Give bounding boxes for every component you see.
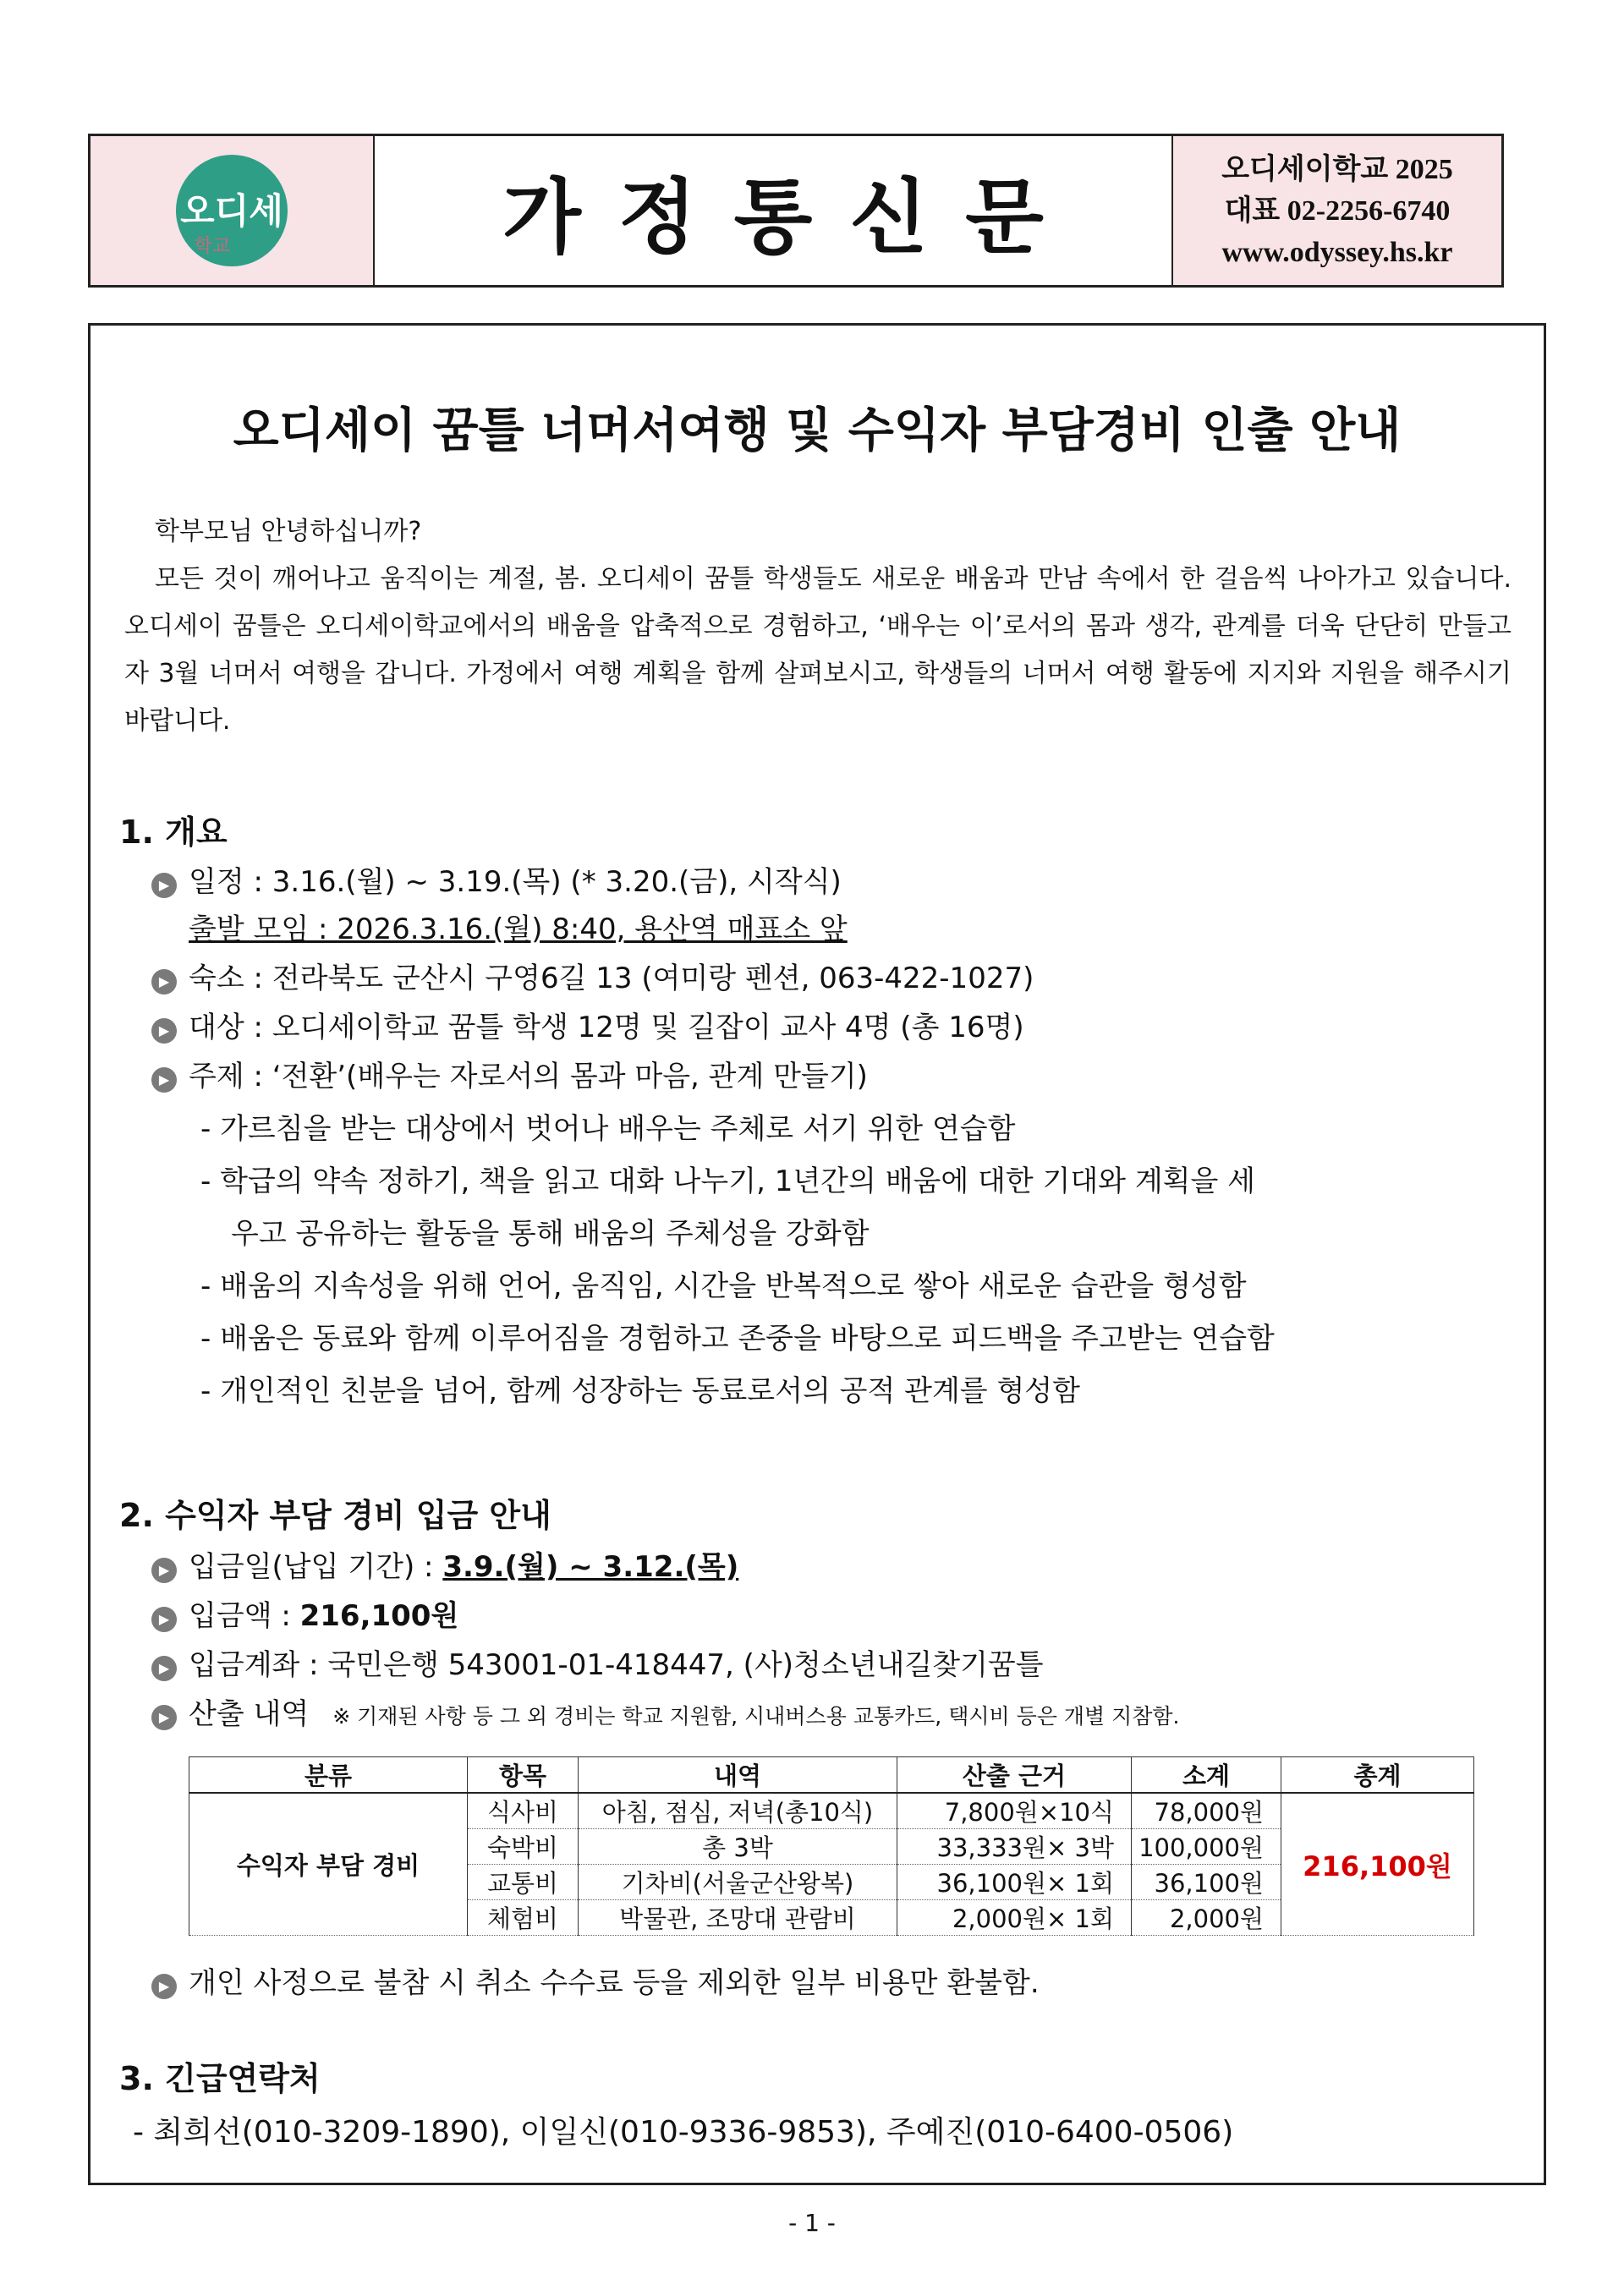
deposit-amount-item: [151, 1592, 458, 1634]
bullet-arrow-icon: ▶: [151, 1067, 177, 1093]
bullet-arrow-icon: ▶: [151, 969, 177, 995]
item-cell: 교통비: [468, 1865, 579, 1900]
notice-body: [88, 323, 1546, 2185]
lodging-item: [151, 955, 1034, 996]
table-row: [189, 1793, 1474, 1829]
section-2-heading: 2. 수익자 부담 경비 입금 안내: [119, 1497, 551, 1534]
notice-title: 오디세이 꿈틀 너머서여행 및 수익자 부담경비 인출 안내: [233, 403, 1402, 458]
breakdown-item: [151, 1690, 1179, 1732]
school-info: [1173, 136, 1501, 285]
emergency-contacts: - 최희선(010-3209-1890), 이일신(010-9336-9853), 주예진(010-6400-0506): [133, 2115, 1234, 2150]
total-cell: 216,100원: [1281, 1793, 1474, 1936]
theme-item: [151, 1053, 868, 1094]
theme-subitem: - 개인적인 친분을 넘어, 함께 성장하는 동료로서의 공적 관계를 형성함: [200, 1374, 1080, 1408]
logo-emblem: [168, 147, 295, 274]
intro-body: 모든 것이 깨어나고 움직이는 계절, 봄. 오디세이 꿈틀 학생들도 새로운 배움과 만남 속에서 한 걸음씩 나아가고 있습니다. 오디세이 꿈틀은 오디세이학교에서의 배움을 압축적으로 경험하고, ‘배우는 이’로서의 몸과 생각, 관계를 더욱 단단히 만들고자 3월 너머서 여행을 갑니다. 가정에서 여행 계획을 함께 살펴보시고, 학생들의 너머서 여행 활동에 지지와 지원을 해주시기 바랍니다.: [124, 564, 1512, 736]
page-number: - 1 -: [788, 2209, 836, 2237]
cost-table: [189, 1756, 1474, 1936]
refund-item: [151, 1959, 1040, 2001]
deposit-period-item: [151, 1543, 738, 1585]
target-item: [151, 1004, 1024, 1045]
detail-cell: 총 3박: [579, 1829, 897, 1865]
intro-greeting: 학부모님 안녕하십니까?: [155, 517, 422, 546]
basis-cell: 33,333원× 3박: [897, 1829, 1132, 1865]
deposit-account-text: 입금계좌 : 국민은행 543001-01-418447, (사)청소년내길찾기꿈틀: [189, 1648, 1044, 1682]
table-header: 총계: [1281, 1757, 1474, 1794]
deposit-amount-value: 216,100원: [299, 1599, 459, 1633]
lodging-text: 숙소 : 전라북도 군산시 구영6길 13 (여미랑 펜션, 063-422-1027): [189, 962, 1034, 995]
bullet-arrow-icon: ▶: [151, 1558, 177, 1583]
subtotal-cell: 78,000원: [1132, 1793, 1281, 1829]
school-website: www.odyssey.hs.kr: [1221, 236, 1453, 268]
bullet-arrow-icon: ▶: [151, 1018, 177, 1044]
detail-cell: 기차비(서울군산왕복): [579, 1865, 897, 1900]
school-phone: 대표 02-2256-6740: [1224, 195, 1451, 227]
basis-cell: 7,800원×10식: [897, 1793, 1132, 1829]
basis-cell: 36,100원× 1회: [897, 1865, 1132, 1900]
bullet-arrow-icon: ▶: [151, 1974, 177, 1999]
table-header: 내역: [579, 1757, 897, 1794]
theme-subitem: - 학급의 약속 정하기, 책을 읽고 대화 나누기, 1년간의 배움에 대한 기대와 계획을 세: [200, 1164, 1256, 1198]
subtotal-cell: 36,100원: [1132, 1865, 1281, 1900]
theme-subitem: - 가르침을 받는 대상에서 벗어나 배우는 주체로 서기 위한 연습함: [200, 1112, 1016, 1146]
school-name-year: 오디세이학교 2025: [1221, 153, 1453, 185]
bullet-arrow-icon: ▶: [151, 1607, 177, 1632]
table-header: 산출 근거: [897, 1757, 1132, 1794]
category-cell: 수익자 부담 경비: [189, 1793, 468, 1936]
section-3-heading: 3. 긴급연락처: [119, 2060, 321, 2097]
item-cell: 식사비: [468, 1793, 579, 1829]
subtotal-cell: 100,000원: [1132, 1829, 1281, 1865]
logo-text-main: 오디세: [180, 190, 283, 232]
item-cell: 체험비: [468, 1900, 579, 1936]
basis-cell: 2,000원× 1회: [897, 1900, 1132, 1936]
breakdown-note: ※ 기재된 사항 등 그 외 경비는 학교 지원함, 시내버스용 교통카드, 택시비 등은 개별 지참함.: [332, 1704, 1180, 1729]
schedule-item: [151, 858, 842, 900]
schedule-text: 일정 : 3.16.(월) ~ 3.19.(목) (* 3.20.(금), 시작식): [189, 865, 842, 899]
deposit-account-item: [151, 1641, 1044, 1683]
table-header: 항목: [468, 1757, 579, 1794]
target-text: 대상 : 오디세이학교 꿈틀 학생 12명 및 길잡이 교사 4명 (총 16명): [189, 1011, 1024, 1044]
table-header: 소계: [1132, 1757, 1281, 1794]
deposit-period-value: 3.9.(월) ~ 3.12.(목): [442, 1550, 739, 1584]
refund-text: 개인 사정으로 불참 시 취소 수수료 등을 제외한 일부 비용만 환불함.: [189, 1966, 1040, 2000]
item-cell: 숙박비: [468, 1829, 579, 1865]
deposit-amount-label: 입금액 :: [189, 1599, 300, 1633]
subtotal-cell: 2,000원: [1132, 1900, 1281, 1936]
bullet-arrow-icon: ▶: [151, 1656, 177, 1681]
theme-subitem-cont: 우고 공유하는 활동을 통해 배움의 주체성을 강화함: [231, 1217, 870, 1251]
bullet-arrow-icon: ▶: [151, 873, 177, 898]
breakdown-label: 산출 내역: [189, 1697, 310, 1731]
detail-cell: 박물관, 조망대 관람비: [579, 1900, 897, 1936]
theme-text: 주제 : ‘전환’(배우는 자로서의 몸과 마음, 관계 만들기): [189, 1060, 868, 1093]
theme-subitem: - 배움의 지속성을 위해 언어, 움직임, 시간을 반복적으로 쌓아 새로운 습관을 형성함: [200, 1269, 1247, 1303]
school-logo: [91, 136, 375, 285]
table-header: 분류: [189, 1757, 468, 1794]
table-header-row: [189, 1757, 1474, 1794]
gathering-item: 출발 모임 : 2026.3.16.(월) 8:40, 용산역 매표소 앞: [189, 912, 848, 946]
theme-subitem: - 배움은 동료와 함께 이루어짐을 경험하고 존중을 바탕으로 피드백을 주고받는 연습함: [200, 1322, 1275, 1356]
newsletter-header: [88, 134, 1504, 288]
newsletter-title: 가정통신문: [502, 169, 1081, 265]
intro-paragraph: [124, 508, 1512, 745]
newsletter-title-cell: [375, 136, 1173, 285]
bullet-arrow-icon: ▶: [151, 1705, 177, 1730]
logo-text-sub: 학교: [194, 236, 231, 257]
section-1-heading: 1. 개요: [119, 814, 228, 851]
detail-cell: 아침, 점심, 저녁(총10식): [579, 1793, 897, 1829]
deposit-period-label: 입금일(납입 기간) :: [189, 1550, 443, 1584]
